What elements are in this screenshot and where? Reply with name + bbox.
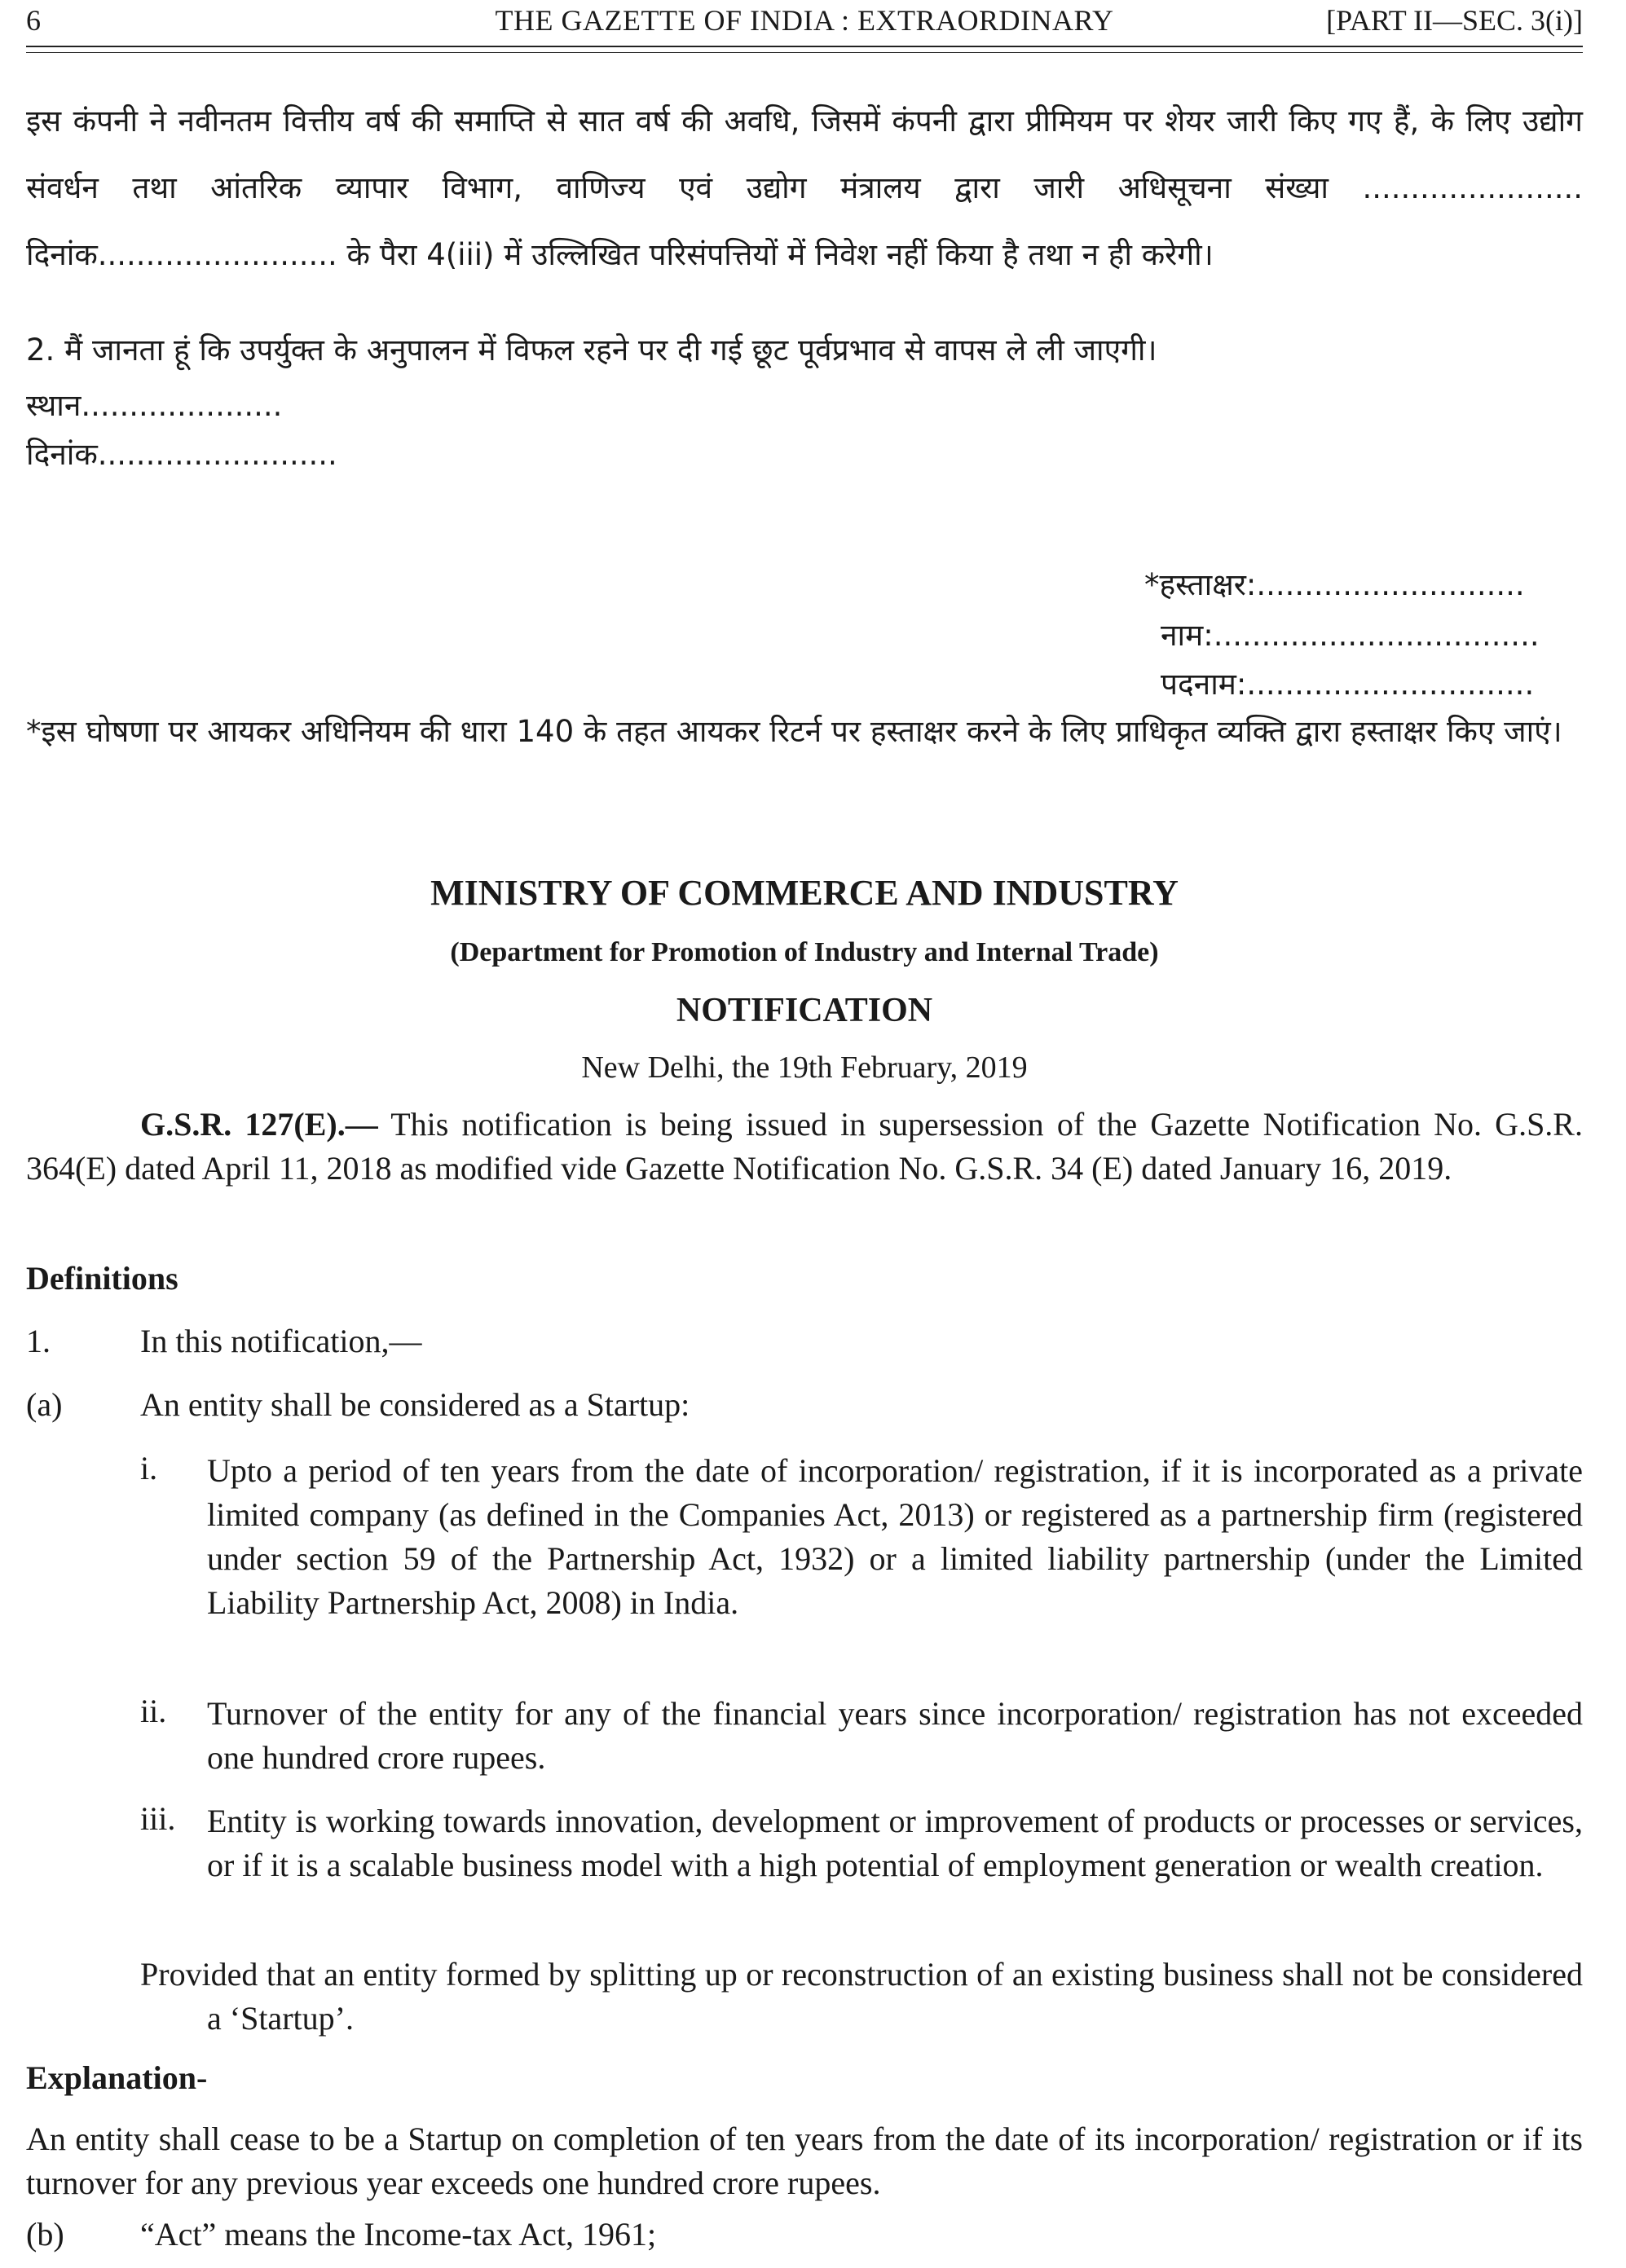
sub-item-number: iii. bbox=[140, 1800, 176, 1837]
designation-field: पदनाम:.............................. bbox=[1161, 667, 1535, 702]
item-b-number: (b) bbox=[26, 2216, 64, 2253]
sub-item-text: Upto a period of ten years from the date of incorporation/ registration, if it is incorporated as a private limited company (as defined in the Companies Act, 2013) or registered as a partnership firm (registered under section 59 of the Partnership Act, 1932) or a limited liability partnership (under the Limited Liability Partnership Act, 2008) in India. bbox=[207, 1452, 1583, 1621]
explanation-text: An entity shall cease to be a Startup on completion of ten years from the date of its incorporation/ registration or if its turnover for any previous year exceeds one hundred crore rupees. bbox=[26, 2120, 1583, 2201]
hindi-footnote: *इस घोषणा पर आयकर अधिनियम की धारा 140 के तहत आयकर रिटर्न पर हस्ताक्षर करने के लिए प्राधिकृत व्यक्ति द्वारा हस्ताक्षर किए जाएं। bbox=[26, 714, 1562, 749]
hindi-point-2: 2. मैं जानता हूं कि उपर्युक्त के अनुपालन में विफल रहने पर दी गई छूट पूर्वप्रभाव से वापस ले ली जाएगी। bbox=[26, 332, 1157, 368]
page-number: 6 bbox=[26, 4, 41, 37]
gsr-paragraph bbox=[26, 1103, 1583, 1191]
signature-field: *हस्ताक्षर:............................ bbox=[1144, 567, 1525, 602]
part-section: [PART II—SEC. 3(i)] bbox=[1326, 4, 1583, 37]
proviso-text: Provided that an entity formed by splitting up or reconstruction of an existing business shall not be considered a ‘Startup’. bbox=[140, 1956, 1583, 2037]
ministry-heading: MINISTRY OF COMMERCE AND INDUSTRY bbox=[430, 873, 1179, 913]
gazette-title: THE GAZETTE OF INDIA : EXTRAORDINARY bbox=[495, 4, 1114, 37]
definitions-heading: Definitions bbox=[26, 1260, 178, 1297]
hindi-declaration-paragraph: इस कंपनी ने नवीनतम वित्तीय वर्ष की समाप्ति से सात वर्ष की अवधि, जिसमें कंपनी द्वारा प्रीमियम पर शेयर जारी किए गए हैं, के लिए उद्योग संवर्धन तथा आंतरिक व्यापार विभाग, वाणिज्य एवं उद्योग मंत्रालय द्वारा जारी अधिसूचना संख्या ....................... दिनांक......................... के पैरा 4(iii) में उल्लिखित परिसंपत्तियों में निवेश नहीं किया है तथा न ही करेगी। bbox=[26, 103, 1583, 272]
page-header bbox=[26, 3, 1583, 42]
sub-item-text: Turnover of the entity for any of the financial years since incorporation/ registration has not exceeded one hundred crore rupees. bbox=[207, 1695, 1583, 1776]
item-a-number: (a) bbox=[26, 1386, 63, 1423]
proviso-paragraph bbox=[140, 1953, 1583, 2041]
gazette-page bbox=[26, 0, 1583, 2268]
date-field: दिनांक......................... bbox=[26, 437, 337, 472]
header-rule-thin bbox=[26, 52, 1583, 53]
sub-item-number: i. bbox=[140, 1450, 158, 1486]
notification-dateline: New Delhi, the 19th February, 2019 bbox=[581, 1050, 1028, 1085]
place-field: स्थान..................... bbox=[26, 388, 283, 423]
department-heading: (Department for Promotion of Industry and Internal Trade) bbox=[450, 937, 1159, 967]
gsr-label: G.S.R. 127(E).— bbox=[140, 1106, 378, 1143]
sub-item-number: ii. bbox=[140, 1693, 167, 1729]
gsr-text: This notification is being issued in supersession of the Gazette Notification No. G.S.R. 364(E) dated April 11, 2018 as modified vide Gazette Notification No. G.S.R. 34 (E) dated January 16, 2019. bbox=[26, 1106, 1583, 1187]
header-rule bbox=[26, 46, 1583, 47]
item-b-text: “Act” means the Income-tax Act, 1961; bbox=[140, 2216, 657, 2253]
explanation-heading: Explanation- bbox=[26, 2059, 208, 2096]
item-a-text: An entity shall be considered as a Startup: bbox=[140, 1386, 690, 1423]
item-1-number: 1. bbox=[26, 1323, 51, 1359]
notification-heading: NOTIFICATION bbox=[676, 992, 933, 1029]
item-1-text: In this notification,— bbox=[140, 1323, 422, 1359]
sub-item-text: Entity is working towards innovation, development or improvement of products or processes or services, or if it is a scalable business model with a high potential of employment generation or wealth creation. bbox=[207, 1803, 1583, 1883]
name-field: नाम:.................................. bbox=[1161, 618, 1540, 653]
